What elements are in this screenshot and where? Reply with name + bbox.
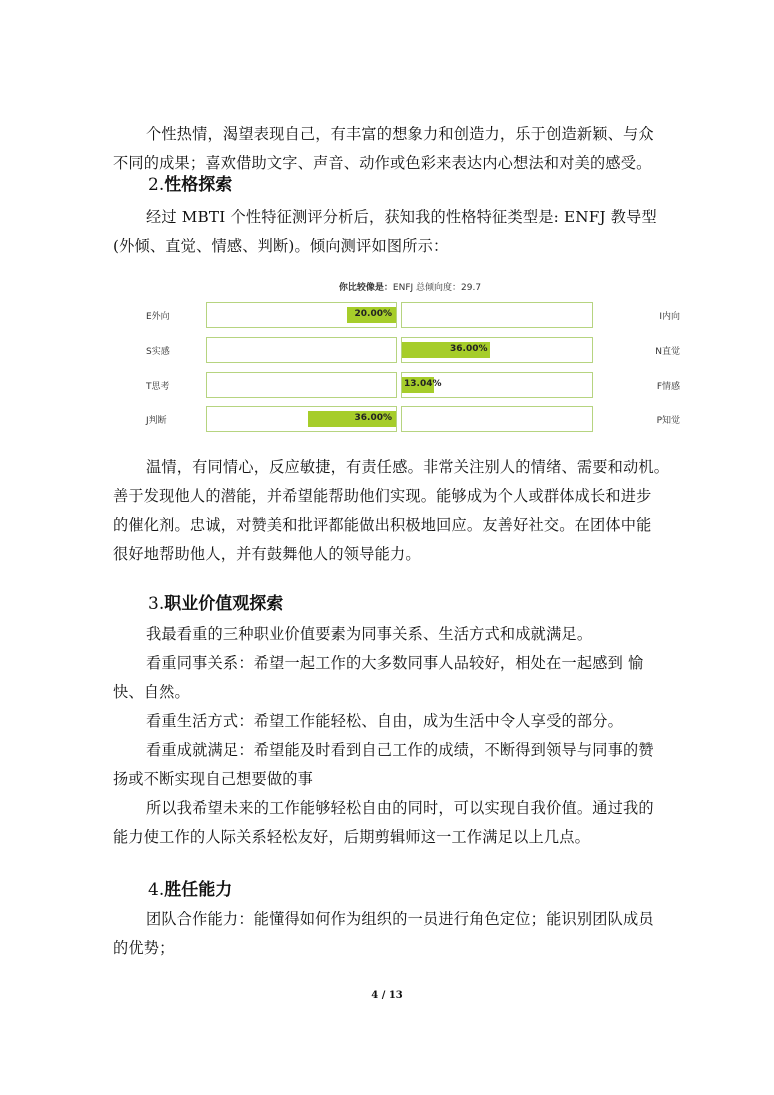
chart-title: [140, 280, 680, 293]
section-number: 3.: [148, 594, 165, 614]
text-line: 很好地帮助他人，并有鼓舞他人的领导能力。: [113, 545, 421, 563]
section-heading-personality: [148, 170, 232, 195]
section-heading-values: [148, 589, 283, 614]
section-title: 胜任能力: [164, 880, 233, 900]
chart-right-label: I内向: [659, 312, 680, 322]
text-line: 所以我希望未来的工作能够轻松自由的同时，可以实现自我价值。通过我的: [146, 799, 654, 817]
text-line: 个性热情，渴望表现自己，有丰富的想象力和创造力，乐于创造新颖、与众: [146, 125, 654, 143]
chart-right-label: N直觉: [655, 347, 680, 357]
text-line: 看重生活方式：希望工作能轻松、自由，成为生活中令人享受的部分。: [146, 712, 624, 730]
chart-value-label: 36.00%: [450, 344, 488, 354]
chart-box-right: [401, 337, 593, 363]
section-heading-competence: [148, 875, 232, 900]
text-line: 的催化剂。忠诚，对赞美和批评都能做出积极地回应。友善好社交。在团体中能: [113, 516, 652, 534]
chart-row: [140, 337, 680, 363]
mbti-paragraph: [113, 203, 661, 261]
chart-box-left: [206, 302, 397, 328]
chart-left-label: T思考: [146, 382, 170, 392]
chart-row: [140, 406, 680, 432]
chart-right-label: P知觉: [656, 416, 680, 426]
text-line: 看重成就满足：希望能及时看到自己工作的成绩，不断得到领导与同事的赞: [146, 741, 654, 759]
text-line: 看重同事关系：希望一起工作的大多数同事人品较好，相处在一起感到 愉: [146, 654, 644, 672]
chart-box-right: [401, 406, 593, 432]
chart-value-label: 36.00%: [354, 413, 392, 423]
chart-value-label: 20.00%: [354, 309, 392, 319]
competence-paragraph: [113, 905, 661, 963]
text-line: (外倾、直觉、情感、判断)。倾向测评如图所示：: [113, 237, 449, 255]
chart-box-left: [206, 406, 397, 432]
chart-left-label: J判断: [146, 416, 167, 426]
chart-box-left: [206, 337, 397, 363]
chart-box-right: [401, 302, 593, 328]
personality-description: [113, 453, 670, 569]
text-line: 团队合作能力：能懂得如何作为组织的一员进行角色定位；能识别团队成员: [146, 910, 654, 928]
chart-title-bold: 你比较像是：: [338, 283, 393, 293]
chart-row: [140, 372, 680, 398]
values-paragraphs: [113, 620, 661, 852]
text-line: 快、自然。: [113, 683, 190, 701]
chart-row: [140, 302, 680, 328]
chart-right-label: F情感: [656, 382, 680, 392]
section-title: 职业价值观探索: [164, 594, 284, 614]
chart-box-left: [206, 372, 397, 398]
chart-value-label: 13.04%: [404, 379, 442, 389]
section-title: 性格探索: [164, 175, 233, 195]
chart-left-label: S实感: [146, 347, 170, 357]
mbti-tendency-chart: [140, 280, 680, 430]
text-line: 能力使工作的人际关系轻松友好，后期剪辑师这一工作满足以上几点。: [113, 828, 591, 846]
text-line: 的优势；: [113, 939, 175, 957]
chart-left-label: E外向: [146, 312, 170, 322]
text-line: 扬或不断实现自己想要做的事: [113, 770, 314, 788]
chart-box-right: [401, 372, 593, 398]
page-number: 4 / 13: [371, 990, 403, 1001]
text-line: 经过 MBTI 个性特征测评分析后，获知我的性格特征类型是: ENFJ 教导型: [146, 208, 657, 226]
text-line: 温情，有同情心，反应敏捷，有责任感。非常关注别人的情绪、需要和动机。: [146, 458, 670, 476]
text-line: 我最看重的三种职业价值要素为同事关系、生活方式和成就满足。: [146, 625, 593, 643]
text-line: 善于发现他人的潜能，并希望能帮助他们实现。能够成为个人或群体成长和进步: [113, 487, 652, 505]
section-number: 2.: [148, 175, 165, 195]
chart-title-rest: ENFJ 总倾向度：29.7: [392, 283, 482, 293]
section-number: 4.: [148, 880, 165, 900]
text-line: 不同的成果；喜欢借助文字、声音、动作或色彩来表达内心想法和对美的感受。: [113, 154, 652, 172]
